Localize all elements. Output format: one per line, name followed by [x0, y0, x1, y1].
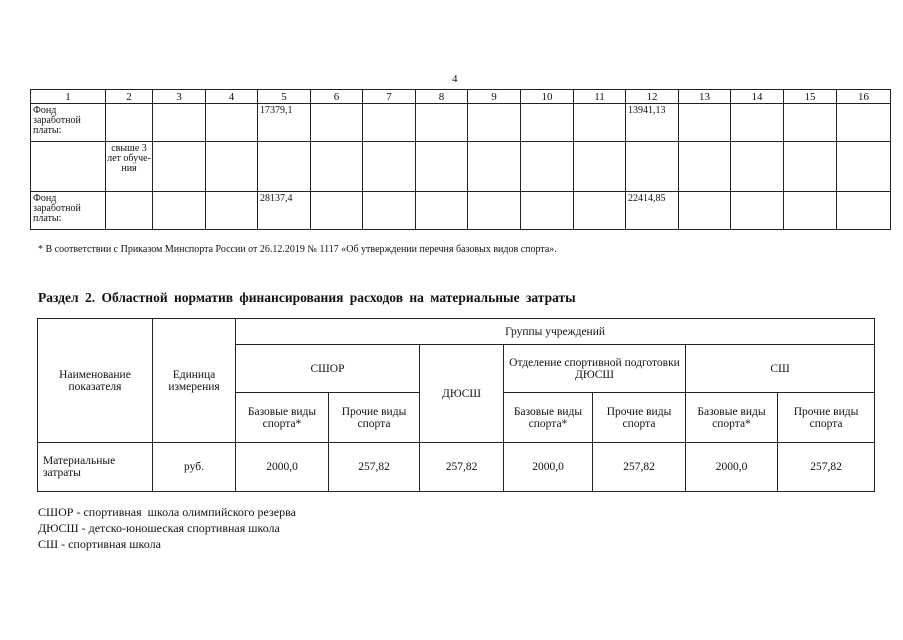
table-cell: [468, 104, 521, 142]
section-title: Раздел 2. Областной норматив финансирования расходов на материальные затраты: [38, 290, 576, 305]
legend-item: СШ - спортивная школа: [38, 537, 161, 551]
table-cell: [731, 104, 784, 142]
column-header: 12: [626, 90, 679, 104]
table-cell: [106, 192, 153, 230]
table-cell: 17379,1: [258, 104, 311, 142]
table-cell: [679, 142, 731, 192]
group-dyussh: ДЮСШ: [420, 345, 504, 443]
column-header: 7: [363, 90, 416, 104]
column-header: 9: [468, 90, 521, 104]
column-header: 16: [837, 90, 891, 104]
group-ssh: СШ: [686, 345, 875, 393]
table-cell: [416, 142, 468, 192]
legend-item: ДЮСШ - детско-юношеская спортивная школа: [38, 521, 280, 535]
table-cell: [574, 104, 626, 142]
table-header-row: [38, 319, 875, 345]
column-header: 14: [731, 90, 784, 104]
table-cell: 28137,4: [258, 192, 311, 230]
table-cell: [679, 104, 731, 142]
table-cell: [363, 104, 416, 142]
table-cell: [626, 142, 679, 192]
group-sshor: СШОР: [236, 345, 420, 393]
column-header: 4: [206, 90, 258, 104]
table-cell: [153, 104, 206, 142]
column-header: 3: [153, 90, 206, 104]
table-cell: [106, 104, 153, 142]
abbreviations-legend: [38, 504, 296, 552]
table-cell: [679, 192, 731, 230]
column-header: 2: [106, 90, 153, 104]
row-label: Материальные затраты: [38, 443, 153, 492]
table-row: [31, 142, 891, 192]
table-cell: [521, 142, 574, 192]
group-header: Группы учреждений: [236, 319, 875, 345]
row-label: Фонд заработной платы:: [31, 104, 106, 142]
column-header: 8: [416, 90, 468, 104]
table-cell: [731, 142, 784, 192]
table-cell: [416, 192, 468, 230]
table-cell: [784, 142, 837, 192]
column-header: 1: [31, 90, 106, 104]
table-cell: [837, 192, 891, 230]
table-cell: [416, 104, 468, 142]
table-cell: свыше 3 лет обуче-ния: [106, 142, 153, 192]
legend-item: СШОР - спортивная школа олимпийского резерва: [38, 505, 296, 519]
table-cell: 2000,0: [686, 443, 778, 492]
table-header-row: [31, 90, 891, 104]
table-cell: [468, 142, 521, 192]
column-header: 5: [258, 90, 311, 104]
table-cell: [206, 104, 258, 142]
table-cell: [258, 142, 311, 192]
footnote: * В соответствии с Приказом Минспорта России от 26.12.2019 № 1117 «Об утверждении перечня базовых видов спорта».: [38, 244, 557, 255]
table-cell: [206, 142, 258, 192]
table-cell: [837, 104, 891, 142]
table-cell: [784, 192, 837, 230]
page-number: 4: [452, 73, 458, 85]
table-cell: [784, 104, 837, 142]
table-cell: [153, 142, 206, 192]
table-row: [31, 192, 891, 230]
row-unit: руб.: [153, 443, 236, 492]
table-cell: [153, 192, 206, 230]
column-header-unit: Единица измерения: [153, 319, 236, 443]
subheader-base: Базовые виды спорта*: [686, 393, 778, 443]
table-cell: 257,82: [329, 443, 420, 492]
row-label: Фонд заработной платы:: [31, 192, 106, 230]
table-cell: [311, 104, 363, 142]
table-cell: [363, 142, 416, 192]
table-cell: 13941,13: [626, 104, 679, 142]
column-header: 13: [679, 90, 731, 104]
table-cell: 257,82: [778, 443, 875, 492]
funding-table: [30, 89, 891, 230]
table-cell: [311, 192, 363, 230]
table-cell: [521, 104, 574, 142]
table-cell: [363, 192, 416, 230]
subheader-base: Базовые виды спорта*: [236, 393, 329, 443]
table-cell: 257,82: [593, 443, 686, 492]
row-label: [31, 142, 106, 192]
table-cell: [731, 192, 784, 230]
column-header: 6: [311, 90, 363, 104]
table-cell: [574, 192, 626, 230]
table-row: [38, 443, 875, 492]
column-header: 10: [521, 90, 574, 104]
subheader-other: Прочие виды спорта: [329, 393, 420, 443]
subheader-other: Прочие виды спорта: [593, 393, 686, 443]
column-header: 15: [784, 90, 837, 104]
table-cell: [311, 142, 363, 192]
table-cell: [521, 192, 574, 230]
table-cell: 22414,85: [626, 192, 679, 230]
group-otdelenie: Отделение спортивной подготовки ДЮСШ: [504, 345, 686, 393]
table-row: [31, 104, 891, 142]
subheader-base: Базовые виды спорта*: [504, 393, 593, 443]
column-header-name: Наименование показателя: [38, 319, 153, 443]
material-costs-table: [37, 318, 875, 492]
table-cell: [206, 192, 258, 230]
table-cell: [837, 142, 891, 192]
table-cell: [468, 192, 521, 230]
subheader-other: Прочие виды спорта: [778, 393, 875, 443]
table-cell: [574, 142, 626, 192]
table-cell: 2000,0: [236, 443, 329, 492]
table-cell: 2000,0: [504, 443, 593, 492]
column-header: 11: [574, 90, 626, 104]
table-cell: 257,82: [420, 443, 504, 492]
